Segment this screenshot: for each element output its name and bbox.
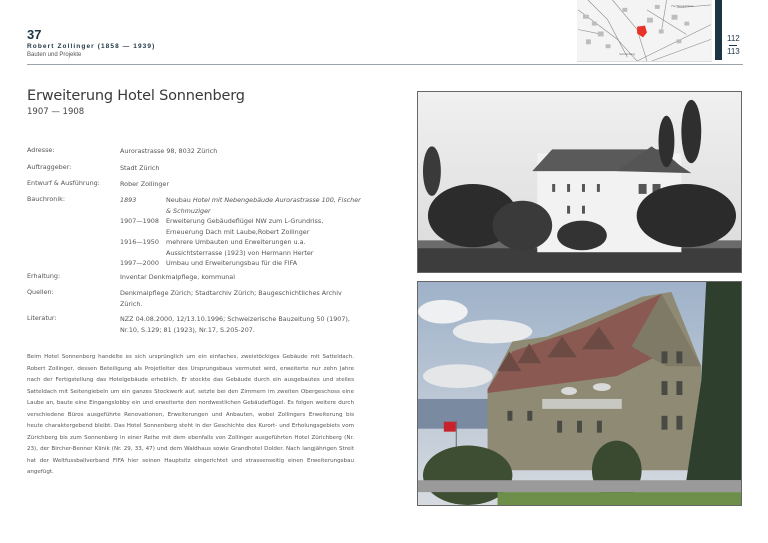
fact-value: Inventar Denkmalpflege, kommunal <box>120 273 235 281</box>
fact-label: Adresse: <box>27 146 55 154</box>
fact-value: Denkmalpflege Zürich; Stadtarchiv Zürich; Baugeschichtliches Archiv Zürich. <box>120 289 342 308</box>
map-graphic <box>577 0 712 61</box>
color-photo-image <box>418 282 741 505</box>
project-title: Erweiterung Hotel Sonnenberg <box>27 88 245 104</box>
chronicle-text: Neubau Hotel mit Nebengebäude Aurorastrasse 100, Fischer & Schmuziger <box>166 196 361 215</box>
chronicle-text: Erweiterung Gebäudeflügel NW zum L-Grundriss, Erneuerung Dach mit Laube,Robert Zollinger <box>166 217 324 236</box>
color-photo <box>417 281 742 506</box>
section-label: Bauten und Projekte <box>27 52 82 58</box>
svg-text:Sonnenberg: Sonnenberg <box>619 53 635 57</box>
fact-label: Erhaltung: <box>27 272 61 280</box>
fact-value: NZZ 04.08.2000, 12/13.10.1996; Schweizerische Bauzeitung 50 (1907), Nr.10, S.129; 81 (1923), Nr.17, S.205-207. <box>120 315 350 334</box>
fact-value: Rober Zollinger <box>120 180 169 188</box>
page-number: 37 <box>27 27 42 42</box>
location-map <box>577 0 712 62</box>
chronicle-year: 1997—2000 <box>120 259 159 267</box>
chronicle-text: Umbau und Erweiterungsbau für die FIFA <box>166 259 298 267</box>
chronicle-year: 1893 <box>120 196 137 204</box>
page-right-number: 113 <box>727 47 740 56</box>
fact-label: Auftraggeber: <box>27 163 72 171</box>
historic-photo-image <box>418 92 741 272</box>
fact-value: Aurorastrasse 98, 8032 Zürich <box>120 147 218 155</box>
header-divider <box>27 64 743 65</box>
page-left-number: 112 <box>727 34 740 43</box>
fact-label: Bauchronik: <box>27 195 65 203</box>
page-separator <box>729 45 737 46</box>
chronicle-year: 1916—1950 <box>120 238 159 246</box>
project-years: 1907 — 1908 <box>27 107 85 117</box>
svg-text:Forchbergstrasse: Forchbergstrasse <box>671 4 694 8</box>
fact-label: Quellen: <box>27 288 54 296</box>
chronicle-year: 1907—1908 <box>120 217 159 225</box>
chronicle-text: mehrere Umbauten und Erweiterungen u.a. Aussichtsterrasse (1923) von Hermann Herter <box>166 238 314 257</box>
fact-label: Entwurf & Ausführung: <box>27 179 100 187</box>
historic-photo <box>417 91 742 273</box>
description-paragraph: Beim Hotel Sonnenberg handelte es sich ursprünglich um ein einfaches, zweistöckiges Gebäude mit Satteldach. Robert Zollinger, dessen Beteiligung als Projetleiter des Ursprungsbaus vermutet wird, erweiterte nur zehn Jahre nach der Fertigstellung das Hotelgebäude erheblich. Er stockte das Gebäude durch ein ausgebautes und steiles Satteldach mit Seitengiebeln um ein ganzes Stockwerk auf, setzte bei den Zimmern im zweiten Obergeschoss eine Laube an, baute eine Eingangslobby ein und erweiterte den nordwestlichen Gebäudeflügel. Es folgen weitere durch verschiedene Büros ausgeführte Renovationen, Erweiterungen und Anbauten, wobei Zollingers Erweiterung bis heute charaktergebend bleibt. Das Hotel Sonnenberg steht in der Geschichte des Kurort- und Erholungsgebiets vom Zürichberg bis zum Sonnenberg in einer Reihe mit dem ebenfalls von Zollinger ausgeführten Hotel Zürichberg (Nr. 23), der Bircher-Benner Klinik (Nr. 29, 33, 47) und dem Waldhaus sowie Grandhotel Dolder. Nach langjährigen Streit hat der Weltfussballverband FIFA hier seinen Hauptsitz eingerichtet und strassenseitig einen Erweiterungsbau angefügt. <box>27 354 354 475</box>
author-heading: Robert Zollinger (1858 — 1939) <box>27 43 156 50</box>
fact-value: Stadt Zürich <box>120 164 160 172</box>
page-range <box>727 34 740 57</box>
fact-label: Literatur: <box>27 314 57 322</box>
chapter-bar <box>715 0 722 60</box>
